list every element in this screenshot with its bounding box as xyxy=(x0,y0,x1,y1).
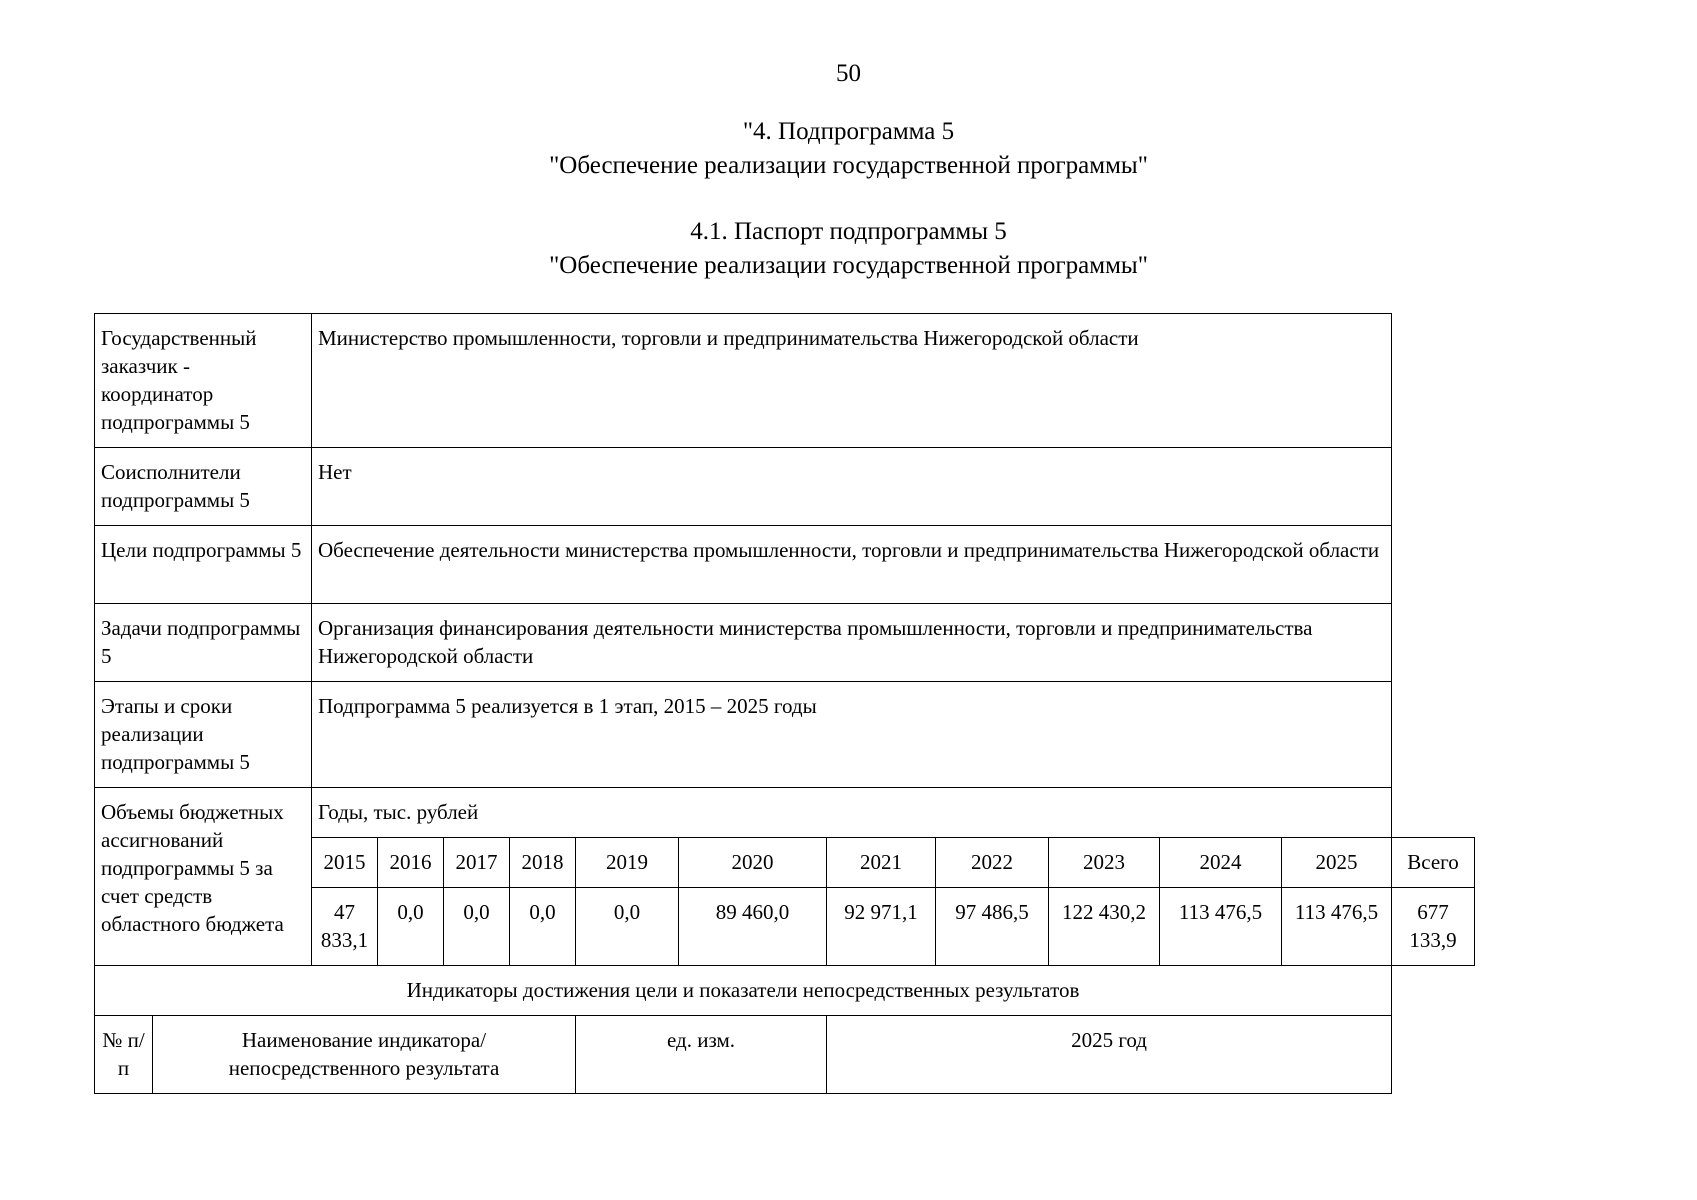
budget-value-cell: 0,0 xyxy=(444,888,510,966)
co-executors-value: Нет xyxy=(312,448,1392,526)
budget-value-cell: 113 476,5 xyxy=(1160,888,1282,966)
indicators-title: Индикаторы достижения цели и показатели непосредственных результатов xyxy=(95,966,1392,1016)
budget-value-cell: 97 486,5 xyxy=(936,888,1049,966)
goals-value: Обеспечение деятельности министерства промышленности, торговли и предпринимательства Нижегородской области xyxy=(312,526,1392,604)
budget-value-cell: 47 833,1 xyxy=(312,888,378,966)
tasks-label: Задачи подпрограммы 5 xyxy=(95,604,312,682)
budget-year-cell: 2016 xyxy=(378,838,444,888)
budget-label: Объемы бюджетных ассигнований подпрограммы 5 за счет средств областного бюджета xyxy=(95,788,312,966)
subprogram-heading-line2: "Обеспечение реализации государственной программы" xyxy=(549,152,1148,179)
passport-heading-line2: "Обеспечение реализации государственной программы" xyxy=(549,252,1148,279)
passport-table xyxy=(94,313,1475,1094)
indicators-col-year: 2025 год xyxy=(827,1016,1392,1094)
indicators-col-number: № п/п xyxy=(95,1016,153,1094)
goals-label: Цели подпрограммы 5 xyxy=(95,526,312,604)
tasks-value: Организация финансирования деятельности министерства промышленности, торговли и предпринимательства Нижегородской области xyxy=(312,604,1392,682)
budget-value-cell: 0,0 xyxy=(378,888,444,966)
row-co-executors xyxy=(95,448,1475,526)
budget-year-cell: 2022 xyxy=(936,838,1049,888)
budget-header: Годы, тыс. рублей xyxy=(312,788,1392,838)
budget-value-cell: 89 460,0 xyxy=(679,888,827,966)
budget-value-cell: 0,0 xyxy=(510,888,576,966)
budget-year-total-cell: Всего xyxy=(1392,838,1475,888)
subprogram-heading xyxy=(0,115,1697,183)
budget-year-cell: 2023 xyxy=(1049,838,1160,888)
customer-value: Министерство промышленности, торговли и предпринимательства Нижегородской области xyxy=(312,314,1392,448)
budget-year-cell: 2017 xyxy=(444,838,510,888)
row-indicators-title xyxy=(95,966,1475,1016)
budget-value-cell: 113 476,5 xyxy=(1282,888,1392,966)
budget-value-cell: 92 971,1 xyxy=(827,888,936,966)
budget-year-cell: 2015 xyxy=(312,838,378,888)
budget-year-cell: 2020 xyxy=(679,838,827,888)
row-budget-header xyxy=(95,788,1475,838)
stages-label: Этапы и сроки реализации подпрограммы 5 xyxy=(95,682,312,788)
row-indicators-header xyxy=(95,1016,1475,1094)
customer-label: Государственный заказчик - координатор подпрограммы 5 xyxy=(95,314,312,448)
row-stages xyxy=(95,682,1475,788)
stages-value: Подпрограмма 5 реализуется в 1 этап, 2015 – 2025 годы xyxy=(312,682,1392,788)
budget-value-cell: 0,0 xyxy=(576,888,679,966)
co-executors-label: Соисполнители подпрограммы 5 xyxy=(95,448,312,526)
row-customer xyxy=(95,314,1475,448)
budget-value-cell: 122 430,2 xyxy=(1049,888,1160,966)
budget-year-total-cell: 2025 xyxy=(1282,838,1392,888)
budget-value-total-cell: 677 133,9 xyxy=(1392,888,1475,966)
page-number: 50 xyxy=(836,60,861,87)
row-tasks xyxy=(95,604,1475,682)
subprogram-heading-line1: "4. Подпрограмма 5 xyxy=(742,118,955,145)
budget-year-cell: 2021 xyxy=(827,838,936,888)
passport-heading xyxy=(0,215,1697,283)
budget-year-cell: 2024 xyxy=(1160,838,1282,888)
row-goals xyxy=(95,526,1475,604)
budget-year-cell: 2018 xyxy=(510,838,576,888)
indicators-col-unit: ед. изм. xyxy=(576,1016,827,1094)
passport-heading-line1: 4.1. Паспорт подпрограммы 5 xyxy=(690,218,1007,245)
indicators-col-name: Наименование индикатора/непосредственного результата xyxy=(153,1016,576,1094)
budget-year-cell: 2019 xyxy=(576,838,679,888)
